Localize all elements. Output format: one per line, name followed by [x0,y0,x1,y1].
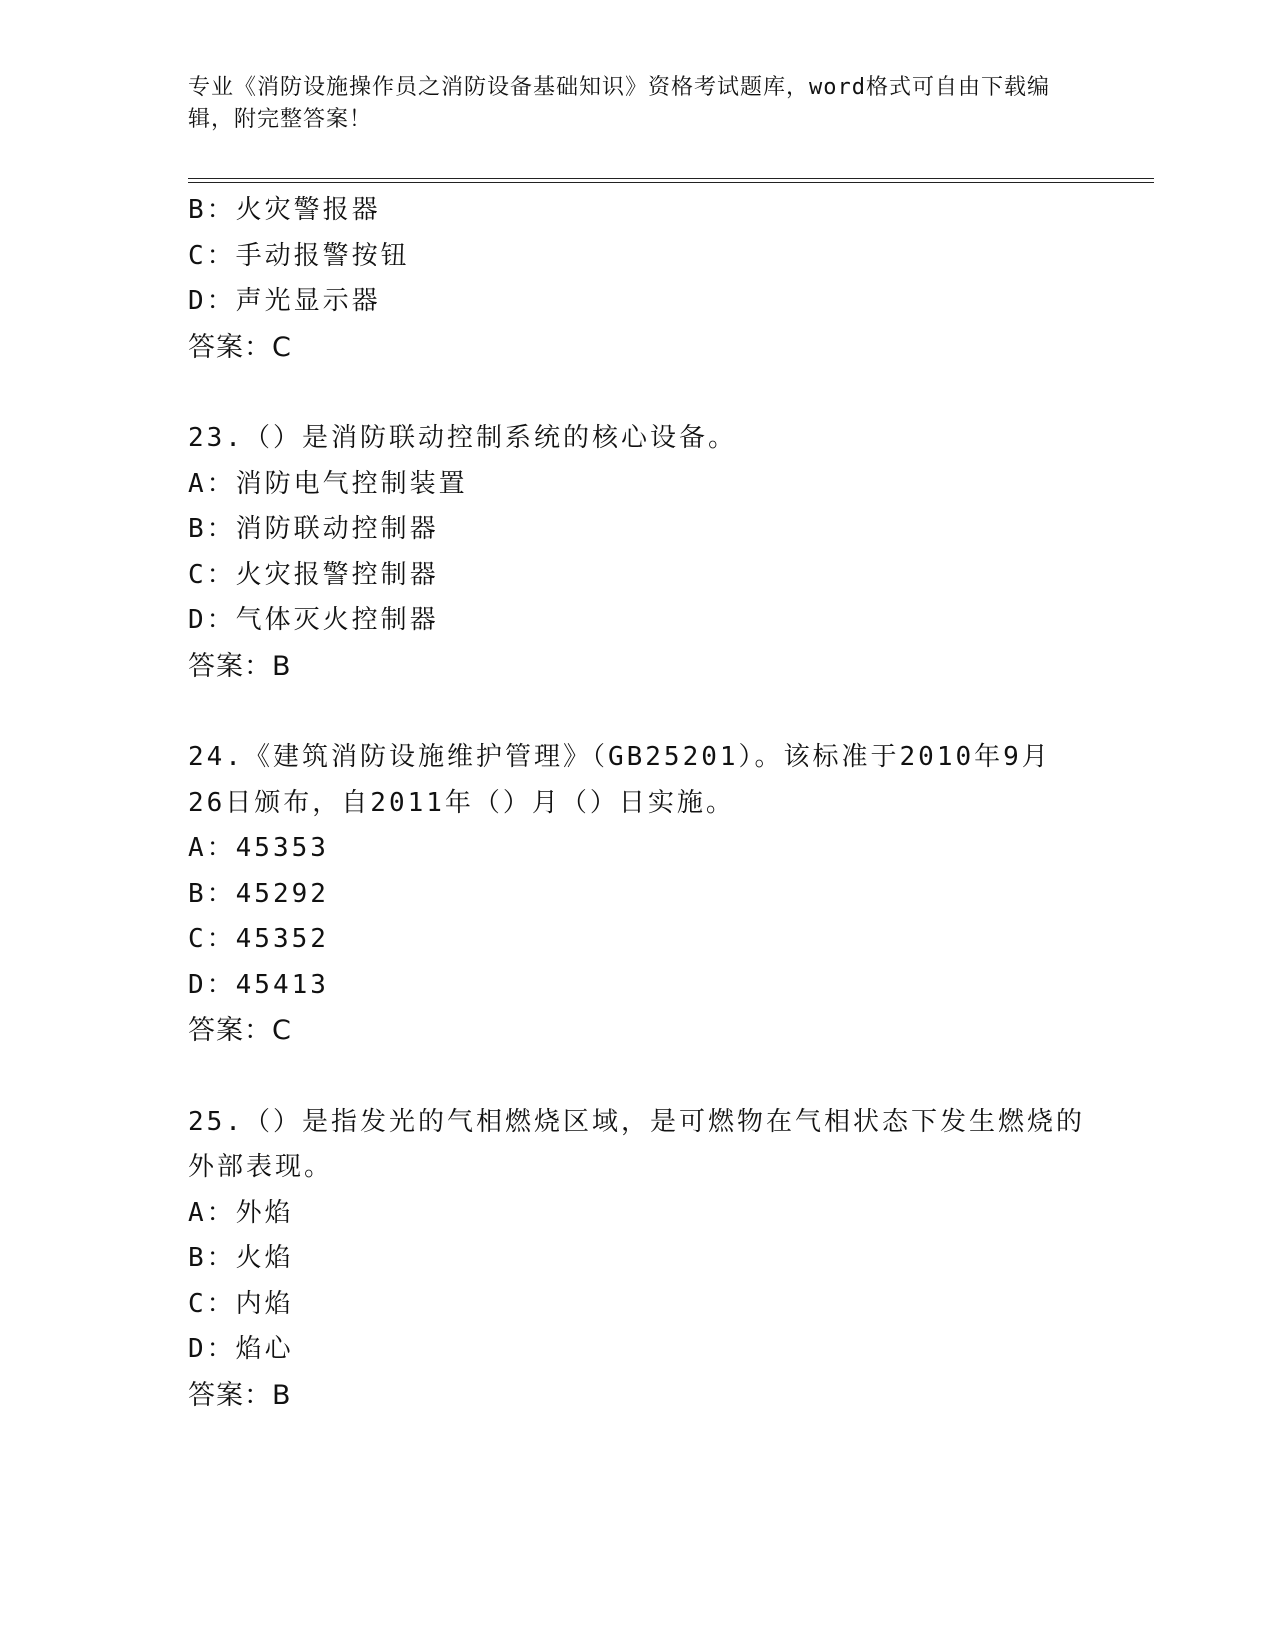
answer-line: 答案：B [188,650,292,682]
answer-line: 答案：B [188,1379,292,1411]
answer-line: 答案：C [188,331,292,363]
header-divider-top [188,178,1154,179]
spacer [188,1054,1088,1100]
option-c: C：火灾报警控制器 [188,559,439,590]
header-divider-bottom [188,182,1154,183]
option-b: B：45292 [188,878,329,909]
question-block-23 [188,416,1088,689]
option-b: B：消防联动控制器 [188,514,439,544]
question-stem: 24.《建筑消防设施维护管理》（GB25201）。该标准于2010年9月26日颁布，自2011年（）月（）日实施。 [188,742,1051,818]
option-d: D：45413 [188,969,329,1000]
option-c: C：手动报警按钮 [188,240,410,271]
option-b: B：火焰 [188,1243,294,1273]
question-stem: 25.（）是指发光的气相燃烧区域，是可燃物在气相状态下发生燃烧的外部表现。 [188,1106,1085,1182]
question-block-25 [188,1100,1088,1419]
question-block-24 [188,735,1088,1054]
option-a: A：消防电气控制装置 [188,468,468,499]
option-d: D：焰心 [188,1334,294,1364]
option-d: D：气体灭火控制器 [188,605,439,635]
option-c: C：内焰 [188,1288,294,1319]
answer-line: 答案：C [188,1015,292,1046]
question-block-22 [188,188,1088,370]
document-header: 专业《消防设施操作员之消防设备基础知识》资格考试题库，word格式可自由下载编辑，附完整答案！ [188,75,1050,132]
option-d: D：声光显示器 [188,286,381,316]
option-c: C：45352 [188,924,329,954]
option-a: A：45353 [188,833,329,863]
spacer [188,689,1088,735]
option-a: A：外焰 [188,1197,294,1228]
option-b: B：火灾警报器 [188,195,381,225]
question-list [188,188,1088,1418]
question-stem: 23.（）是消防联动控制系统的核心设备。 [188,423,737,453]
spacer [188,370,1088,416]
